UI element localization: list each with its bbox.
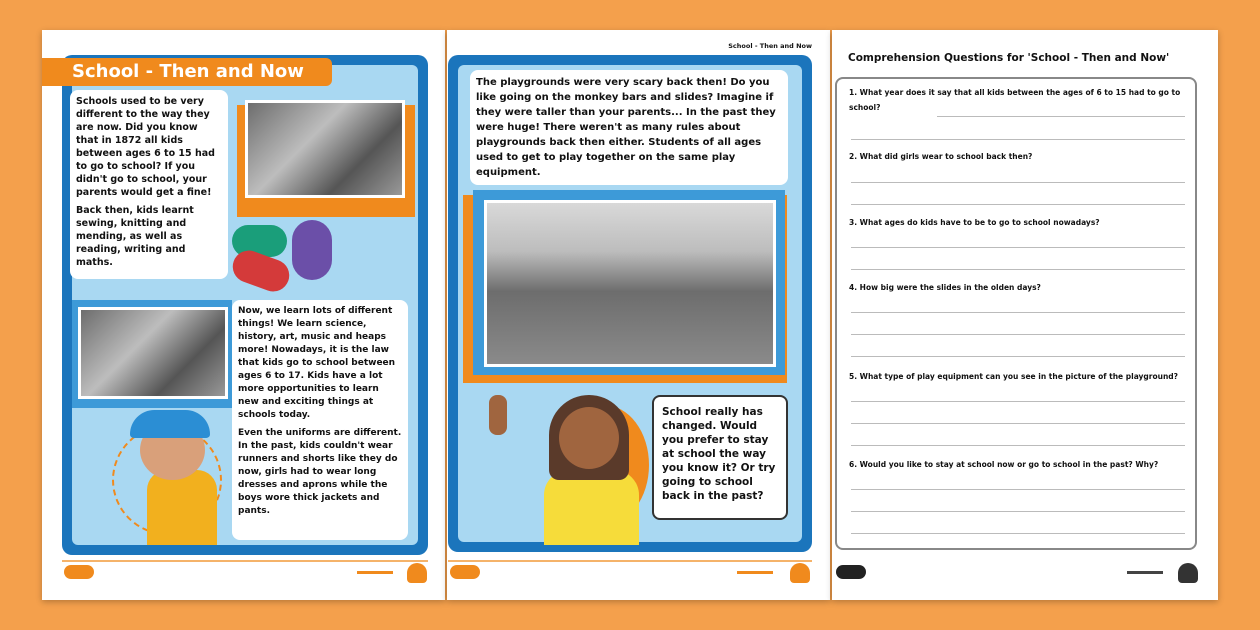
page-title: School - Then and Now [42,58,332,86]
school-group-photo [78,307,228,399]
footer-url [357,571,393,574]
question-4: 4. How big were the slides in the olden days? [849,283,1041,292]
footer-url [1127,571,1163,574]
speech-bubble-text: School really has changed. Would you prefer to stay at school the way you know it? Or try going to school back in the past? [662,406,776,502]
speech-bubble [652,395,788,520]
playground-text-box [470,70,788,185]
answer-line[interactable] [851,312,1185,313]
answer-line[interactable] [851,401,1185,402]
footer-url [737,571,773,574]
footer-badge-icon [1178,563,1198,583]
questions-box [835,77,1197,550]
now-paragraph: Now, we learn lots of different things! We learn science, history, art, music and heaps more! Nowadays, it is the law that kids go to school between ages 6 to 17. Kids have a lot more opportunities to learn new and exciting things at schools today. [238,306,396,420]
question-6: 6. Would you like to stay at school now or go to school in the past? Why? [849,460,1159,469]
intro-paragraph: Back then, kids learnt sewing, knitting and mending, as well as reading, writing and maths. [76,205,194,268]
yarn-spools-image [232,220,352,295]
intro-text-box [70,90,228,279]
page-header: School - Then and Now [728,42,812,50]
page-1 [42,30,445,600]
page-3 [832,30,1218,600]
playground-paragraph: The playgrounds were very scary back then! Do you like going on the monkey bars and slides? Imagine if they were taller than your parents... In the past they were huge! There weren't as many rules about playgrounds back then either. Students of all ages used to get to play together on the same play equipment. [476,77,776,178]
page-2 [447,30,830,600]
footer-line [448,560,812,562]
twinkl-logo [64,565,94,579]
answer-line[interactable] [851,334,1185,335]
answer-line[interactable] [851,489,1185,490]
now-text-box [232,300,408,540]
answer-line[interactable] [851,533,1185,534]
footer-badge-icon [407,563,427,583]
question-2: 2. What did girls wear to school back then? [849,152,1033,161]
answer-line[interactable] [851,204,1185,205]
answer-line[interactable] [851,182,1185,183]
answer-line[interactable] [851,423,1185,424]
answer-line[interactable] [851,445,1185,446]
answer-line[interactable] [937,116,1185,117]
twinkl-logo [450,565,480,579]
boy-character-illustration [112,410,232,545]
footer-line [62,560,428,562]
answer-line[interactable] [851,139,1185,140]
worksheet-title: Comprehension Questions for 'School - Then and Now' [848,52,1170,64]
footer-badge-icon [790,563,810,583]
now-paragraph: Even the uniforms are different. In the past, kids couldn't wear runners and shorts like they do now, girls had to wear long dresses and aprons while the boys wore thick jackets and pants. [238,428,402,516]
answer-line[interactable] [851,247,1185,248]
girl-character-illustration [489,375,649,545]
answer-line[interactable] [851,356,1185,357]
twinkl-logo [836,565,866,579]
question-5: 5. What type of play equipment can you see in the picture of the playground? [849,372,1179,381]
answer-line[interactable] [851,269,1185,270]
playground-photo [484,200,776,367]
answer-line[interactable] [851,511,1185,512]
intro-paragraph: Schools used to be very different to the way they are now. Did you know that in 1872 all kids between ages 6 to 15 had to go to school? If you didn't go to school, your parents would get a fine! [76,96,215,198]
classroom-photo [245,100,405,198]
question-3: 3. What ages do kids have to be to go to school nowadays? [849,218,1100,227]
question-1: 1. What year does it say that all kids between the ages of 6 to 15 had to go to school? [849,88,1181,112]
